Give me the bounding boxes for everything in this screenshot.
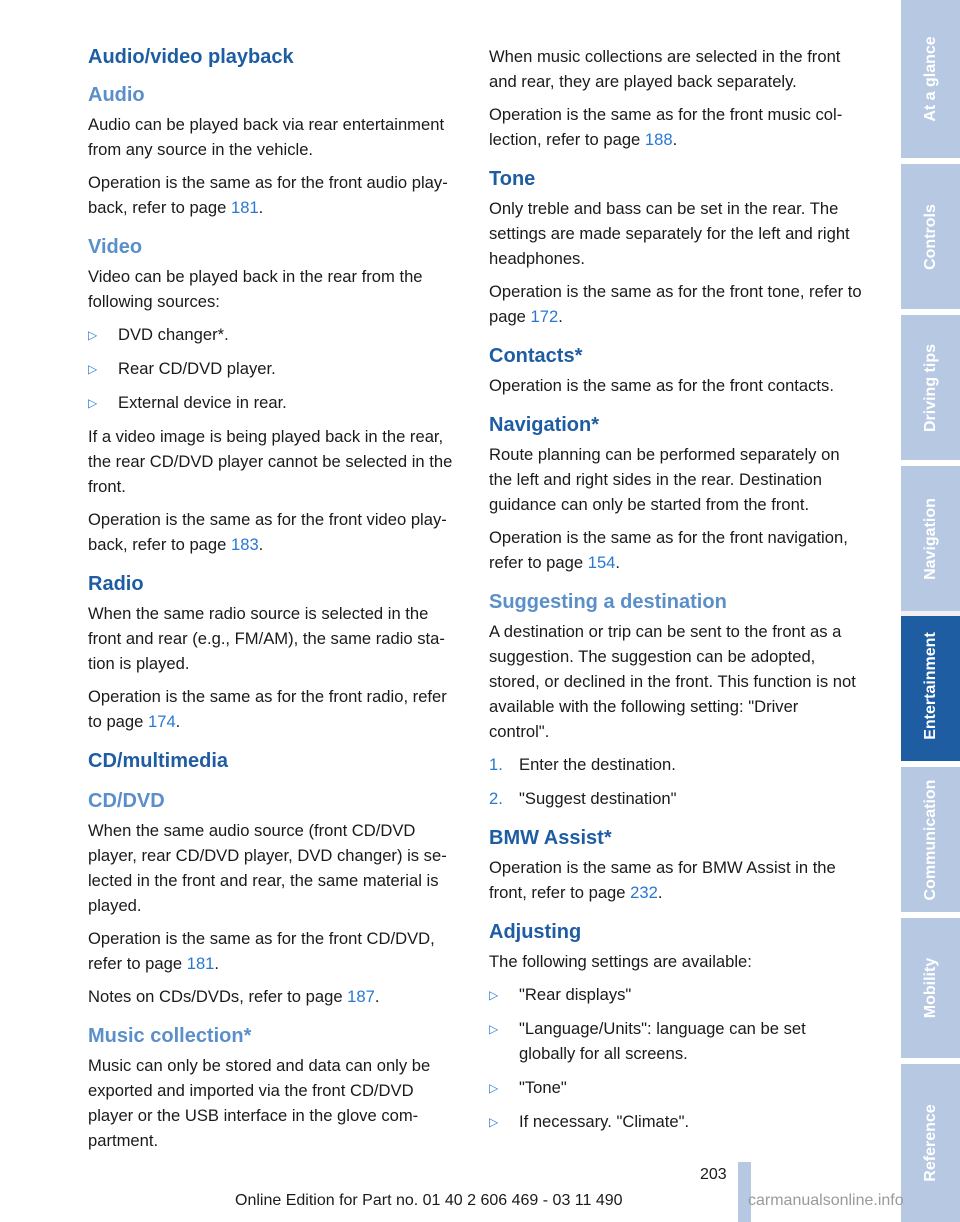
list-item: ▷ "Rear displays" [489, 982, 863, 1007]
section-heading-radio: Radio [88, 573, 144, 595]
list-item: ▷ "Tone" [489, 1075, 863, 1100]
tab-navigation[interactable]: Navigation [901, 466, 960, 611]
paragraph: Operation is the same as for the front audio playback, refer to page 181. [88, 173, 448, 217]
paragraph: Route planning can be performed separately on the left and right sides in the rear. Destination guidance can only be started from the front. [489, 445, 840, 514]
paragraph: When music collections are selected in the front and rear, they are played back separately. [489, 47, 841, 91]
list-item: ▷ DVD changer*. [88, 322, 462, 347]
bullet-triangle-icon: ▷ [489, 1022, 499, 1036]
page-link[interactable]: 174 [147, 712, 176, 731]
edition-footer: Online Edition for Part no. 01 40 2 606 469 - 03 11 490 [235, 1192, 623, 1209]
paragraph: Operation is the same as for the front video playback, refer to page 183. [88, 510, 447, 554]
step-number: 1. [489, 755, 503, 774]
list-item: 2. "Suggest destination" [489, 786, 863, 811]
tab-mobility[interactable]: Mobility [901, 918, 960, 1058]
paragraph: A destination or trip can be sent to the front as a suggestion. The suggestion can be adopted, stored, or declined in the front. This function is not available with the following setting: "Driver control". [489, 622, 856, 741]
chapter-sidebar [901, 0, 960, 1222]
paragraph: Video can be played back in the rear from the following sources: [88, 267, 423, 311]
tab-communication[interactable]: Communication [901, 767, 960, 912]
subheading-suggesting-destination: Suggesting a destination [489, 591, 727, 613]
paragraph: Notes on CDs/DVDs, refer to page 187. [88, 987, 380, 1006]
list-item: ▷ Rear CD/DVD player. [88, 356, 462, 381]
paragraph: Only treble and bass can be set in the rear. The settings are made separately for the left and right headphones. [489, 199, 850, 268]
paragraph: If a video image is being played back in the rear, the rear CD/DVD player cannot be selected in the front. [88, 427, 453, 496]
paragraph: Operation is the same as for the front navigation, refer to page 154. [489, 528, 848, 572]
tab-reference[interactable]: Reference [901, 1064, 960, 1222]
page-link[interactable]: 187 [347, 987, 375, 1006]
page-link[interactable]: 181 [186, 954, 215, 973]
bullet-triangle-icon: ▷ [88, 396, 98, 410]
page-link[interactable]: 154 [587, 553, 616, 572]
section-heading-contacts: Contacts* [489, 345, 583, 367]
page-link[interactable]: 183 [230, 535, 259, 554]
paragraph: Music can only be stored and data can only be exported and imported via the front CD/DVD player or the USB interface in the glove compartment. [88, 1056, 431, 1150]
list-item: ▷ External device in rear. [88, 390, 462, 415]
subheading-cd-dvd: CD/DVD [88, 790, 165, 812]
tab-at-a-glance[interactable]: At a glance [901, 0, 960, 158]
subheading-audio: Audio [88, 84, 145, 106]
subheading-music-collection: Music collection* [88, 1025, 252, 1047]
suggest-steps-list [489, 752, 863, 811]
page-link[interactable]: 188 [644, 130, 673, 149]
bullet-triangle-icon: ▷ [489, 1115, 499, 1129]
list-item: 1. Enter the destination. [489, 752, 863, 777]
tab-entertainment[interactable]: Entertainment [901, 611, 960, 761]
section-heading-adjusting: Adjusting [489, 921, 582, 943]
bullet-triangle-icon: ▷ [88, 328, 98, 342]
bullet-triangle-icon: ▷ [88, 362, 98, 376]
page-number: 203 [700, 1166, 727, 1183]
paragraph: When the same radio source is selected in the front and rear (e.g., FM/AM), the same radio station is played. [88, 604, 445, 673]
tab-driving-tips[interactable]: Driving tips [901, 315, 960, 460]
video-source-list [88, 322, 462, 415]
list-item: ▷ If necessary. "Climate". [489, 1109, 863, 1134]
settings-list [489, 982, 863, 1134]
section-heading-cd-multimedia: CD/multimedia [88, 750, 229, 772]
paragraph: Operation is the same as for the front tone, refer to page 172. [489, 282, 862, 326]
watermark: carmanualsonline.info [748, 1192, 904, 1209]
left-column [88, 44, 462, 1161]
section-heading-tone: Tone [489, 168, 536, 190]
tab-controls[interactable]: Controls [901, 164, 960, 309]
bullet-triangle-icon: ▷ [489, 1081, 499, 1095]
paragraph: Operation is the same as for the front music collection, refer to page 188. [489, 105, 843, 149]
paragraph: The following settings are available: [489, 952, 752, 971]
paragraph: Operation is the same as for BMW Assist in the front, refer to page 232. [489, 858, 836, 902]
bullet-triangle-icon: ▷ [489, 988, 499, 1002]
step-number: 2. [489, 789, 503, 808]
paragraph: When the same audio source (front CD/DVD player, rear CD/DVD player, DVD changer) is selected in the front and rear, the same material is played. [88, 821, 447, 915]
list-item: ▷ "Language/Units": language can be set globally for all screens. [489, 1019, 806, 1063]
paragraph: Audio can be played back via rear entertainment from any source in the vehicle. [88, 115, 445, 159]
page-link[interactable]: 172 [530, 307, 559, 326]
page-link[interactable]: 232 [630, 883, 658, 902]
subheading-video: Video [88, 236, 143, 258]
page-link[interactable]: 181 [230, 198, 259, 217]
section-heading-audio-video: Audio/video playback [88, 46, 294, 68]
right-column [489, 44, 863, 1143]
paragraph: Operation is the same as for the front contacts. [489, 376, 834, 395]
paragraph: Operation is the same as for the front radio, refer to page 174. [88, 687, 447, 731]
section-heading-bmw-assist: BMW Assist* [489, 827, 612, 849]
paragraph: Operation is the same as for the front CD/DVD, refer to page 181. [88, 929, 435, 973]
section-heading-navigation: Navigation* [489, 414, 600, 436]
